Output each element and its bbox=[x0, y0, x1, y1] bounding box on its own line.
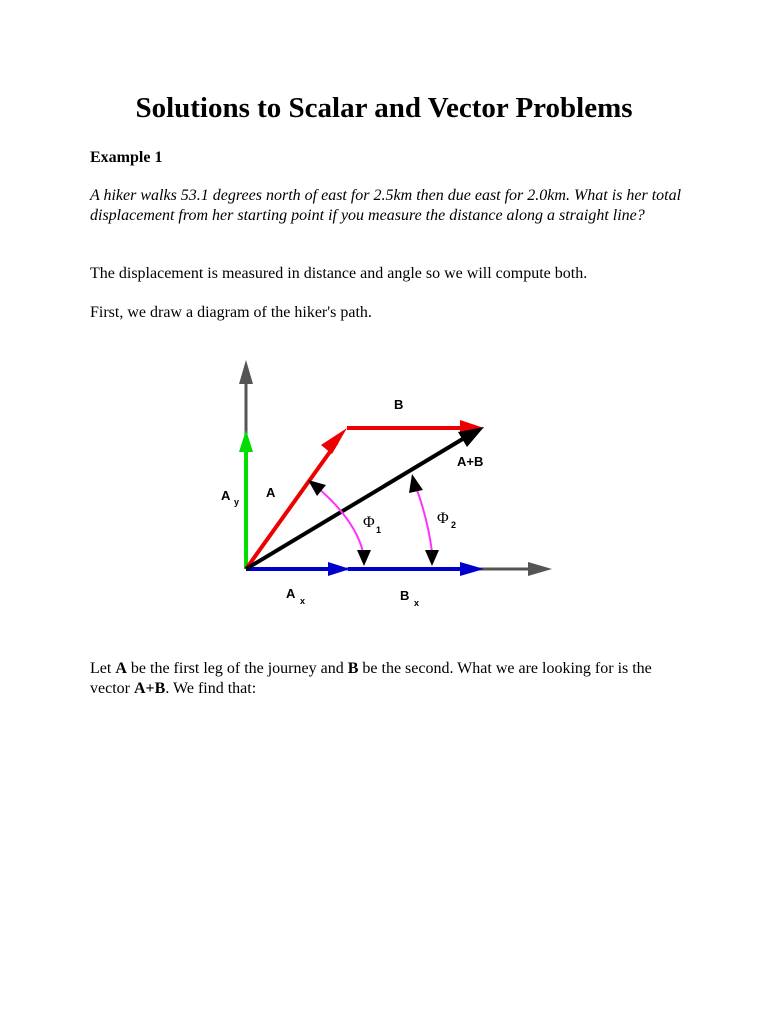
conclusion-vector-sum: A+B bbox=[133, 680, 166, 697]
label-bx-subscript: x bbox=[414, 598, 420, 608]
vector-sum bbox=[246, 437, 466, 569]
label-ax-subscript: x bbox=[300, 596, 306, 606]
page-title: Solutions to Scalar and Vector Problems bbox=[135, 92, 633, 124]
label-phi1: Φ bbox=[363, 514, 375, 531]
label-phi2-subscript: 2 bbox=[451, 520, 457, 530]
conclusion-mid2: be the second. What we are looking for is the vector bbox=[90, 660, 652, 697]
conclusion-mid1: be the first leg of the journey and bbox=[126, 660, 348, 677]
vector-a-arrowhead bbox=[321, 428, 347, 454]
bx-arrowhead bbox=[460, 562, 484, 576]
angle-arc-phi1-bottom-arrowhead bbox=[357, 550, 371, 566]
example-heading: Example 1 bbox=[90, 149, 163, 166]
paragraph-displacement: The displacement is measured in distance and angle so we will compute both. bbox=[90, 265, 588, 282]
conclusion-vector-b: B bbox=[347, 660, 359, 677]
conclusion-vector-a: A bbox=[115, 660, 127, 677]
label-a: A bbox=[266, 485, 276, 500]
angle-arc-phi2-bottom-arrowhead bbox=[425, 550, 439, 566]
conclusion-end: . We find that: bbox=[165, 680, 257, 697]
ay-arrowhead bbox=[239, 430, 253, 452]
paragraph-diagram-intro: First, we draw a diagram of the hiker's path. bbox=[90, 304, 372, 321]
label-phi2: Φ bbox=[437, 510, 449, 527]
label-ax: A bbox=[286, 586, 296, 601]
label-ay-subscript: y bbox=[234, 497, 240, 507]
x-axis-arrowhead bbox=[528, 562, 552, 576]
label-bx: B bbox=[400, 588, 410, 603]
label-b: B bbox=[394, 397, 404, 412]
problem-statement: A hiker walks 53.1 degrees north of east for 2.5km then due east for 2.0km. What is her total displacement from her starting point if you measure the distance along a straight line? bbox=[90, 187, 682, 224]
angle-arc-phi2-top-arrowhead bbox=[409, 474, 423, 493]
ax-arrowhead bbox=[328, 562, 350, 576]
vector-a bbox=[246, 442, 337, 569]
label-ay: A bbox=[221, 488, 231, 503]
vector-diagram bbox=[200, 340, 580, 630]
label-phi1-subscript: 1 bbox=[376, 525, 382, 535]
angle-arc-phi2 bbox=[416, 487, 432, 552]
paragraph-conclusion bbox=[90, 659, 690, 699]
label-sum: A+B bbox=[457, 454, 484, 469]
conclusion-let: Let bbox=[90, 660, 116, 677]
y-axis-arrowhead bbox=[239, 360, 253, 384]
